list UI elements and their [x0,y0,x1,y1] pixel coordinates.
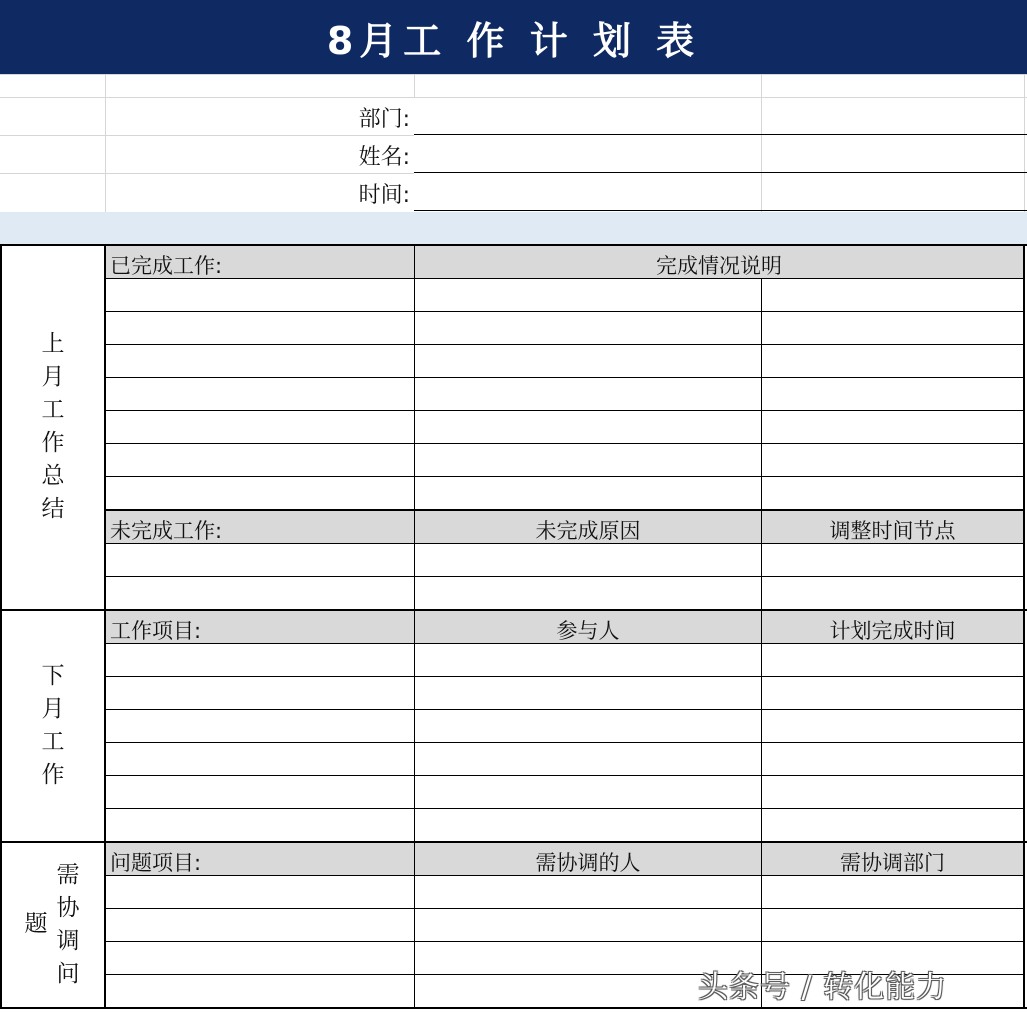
side-label-coordination-left: 题 [24,911,48,937]
time-underline [414,210,1027,211]
side-char: 问 [56,961,80,987]
table-line [106,344,1024,345]
side-char: 总 [41,463,65,489]
table-line [106,509,1024,511]
time-field[interactable] [415,174,1024,210]
side-label-next-month [33,660,73,792]
name-field[interactable] [415,136,1024,172]
side-char: 需 [56,862,80,888]
grid-line [1024,74,1025,212]
side-char: 上 [41,331,65,357]
completion-desc-header: 完成情况说明 [656,254,782,278]
table-line [106,377,1024,378]
department-underline [414,134,1027,135]
participants-header: 参与人 [556,619,620,643]
side-char: 下 [41,663,65,689]
table-line [106,676,1024,677]
page-title: 8月工 作 计 划 表 [326,18,701,63]
planned-time-header: 计划完成时间 [829,619,956,643]
side-char: 调 [56,928,80,954]
completed-work-header: 已完成工作: [110,254,223,278]
table-line [104,244,106,1009]
table-line [106,941,1024,942]
name-underline [414,172,1027,173]
issue-item-header: 问题项目: [110,851,202,875]
side-char: 作 [41,430,65,456]
table-line [106,476,1024,477]
grid-line [105,74,106,212]
table-line [106,742,1024,743]
table-line [106,808,1024,809]
adjust-time-header: 调整时间节点 [829,519,956,543]
coordination-person-header: 需协调的人 [535,851,641,875]
table-line [106,775,1024,776]
side-char: 月 [41,364,65,390]
separator-band [0,212,1027,244]
coordination-dept-header: 需协调部门 [840,851,945,875]
side-char: 工 [41,397,65,423]
table-line [106,311,1024,312]
department-field[interactable] [415,98,1024,134]
table-line [1023,244,1025,1009]
table-line [0,1007,1027,1009]
table-line [106,443,1024,444]
uncompleted-work-header: 未完成工作: [110,519,223,543]
name-label: 姓名: [358,145,410,170]
grid-line [414,74,415,98]
side-char: 作 [41,762,65,788]
grid-line [0,135,414,136]
watermark-text: 头条号 / 转化能力 [698,970,948,1005]
side-char: 协 [56,895,80,921]
side-char: 结 [41,496,65,522]
table-line [106,908,1024,909]
grid-line [0,74,1027,75]
table-line [106,410,1024,411]
table-line [0,244,2,1009]
table-line [0,609,1027,611]
side-label-last-month [33,328,73,526]
reason-header: 未完成原因 [535,519,641,543]
side-label-coordination-right [48,859,88,991]
side-char: 工 [41,729,65,755]
table-line [0,244,1027,246]
time-label: 时间: [358,183,410,208]
table-line [0,841,1027,843]
table-line [106,576,1024,577]
grid-line [0,173,414,174]
side-char: 月 [41,696,65,722]
department-label: 部门: [358,107,410,132]
work-item-header: 工作项目: [110,619,202,643]
table-line [106,709,1024,710]
